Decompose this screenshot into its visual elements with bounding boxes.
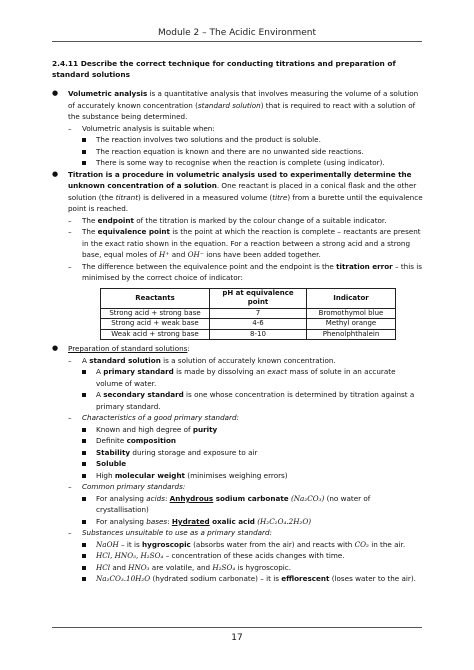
dash-icon: –: [68, 227, 72, 237]
term-titration: Titration is a procedure in volumetric analysis used to experimentally determine the unknown concentration of a solution: [68, 169, 412, 191]
square-bullet-icon: [82, 566, 86, 570]
table-cell: Strong acid + weak base: [101, 319, 210, 329]
table-header-row: [101, 288, 396, 308]
bullet-volumetric-analysis: ● Volumetric analysis is a quantitative analysis that involves measuring the volume of a solution of accurately known concentration (standard solution) that is required to react with a solution of the substance being determined.: [52, 89, 419, 122]
running-header: Module 2 – The Acidic Environment: [157, 28, 317, 38]
list-item: The reaction involves two solutions and the product is soluble.: [82, 134, 424, 146]
footer-rule: [52, 627, 422, 628]
indicator-table: [100, 288, 396, 340]
square-bullet-icon: [82, 439, 86, 443]
sub-characteristics: – Characteristics of a good primary standard:: [68, 413, 239, 423]
list-item: Stability during storage and exposure to air: [82, 447, 424, 459]
square-bullet-icon: [82, 497, 86, 501]
dash-icon: –: [68, 215, 72, 225]
column-header: Reactants: [101, 288, 210, 308]
list-item: HCl and HNO₃ are volatile, and H₂SO₄ is hygroscopic.: [82, 562, 424, 574]
bullet-dot-icon: ●: [52, 344, 59, 353]
list-item: Known and high degree of purity: [82, 424, 424, 436]
list-item: A primary standard is made by dissolving an exact mass of solute in an accurate volume of water.: [82, 366, 424, 389]
list-item: HCl, HNO₃, H₂SO₄ – concentration of these acids changes with time.: [82, 550, 424, 562]
dash-icon: –: [68, 261, 72, 271]
table-cell: 8-10: [210, 329, 307, 339]
square-bullet-icon: [82, 577, 86, 581]
section-heading: 2.4.11 Describe the correct technique for conducting titrations and preparation of standard solutions: [52, 59, 396, 80]
square-bullet-icon: [82, 138, 86, 142]
square-bullet-icon: [82, 543, 86, 547]
list-item: A secondary standard is one whose concentration is determined by titration against a primary standard.: [82, 389, 424, 412]
bullet-preparation: ● Preparation of standard solutions:: [52, 344, 190, 354]
table-cell: Methyl orange: [307, 319, 396, 329]
table-row: [101, 329, 396, 339]
square-bullet-icon: [82, 370, 86, 374]
square-bullet-icon: [82, 393, 86, 397]
column-header: Indicator: [307, 288, 396, 308]
table-row: [101, 319, 396, 329]
term-volumetric-analysis: Volumetric analysis: [68, 89, 148, 99]
square-bullet-icon: [82, 428, 86, 432]
page-number: 17: [231, 633, 243, 643]
square-bullet-icon: [82, 451, 86, 455]
dash-icon: –: [68, 482, 72, 492]
table-cell: 7: [210, 308, 307, 318]
table-cell: Phenolphthalein: [307, 329, 396, 339]
list-item: NaOH – it is hygroscopic (absorbs water from the air) and reacts with CO₂ in the air.: [82, 539, 424, 551]
sub-standard-solution: – A standard solution is a solution of accurately known concentration.: [68, 355, 336, 365]
dash-icon: –: [68, 413, 72, 423]
list-item: The reaction equation is known and there are no unwanted side reactions.: [82, 146, 424, 158]
column-header: pH at equivalence point: [210, 288, 307, 308]
list-item: Soluble: [82, 458, 424, 470]
table-cell: Bromothymol blue: [307, 308, 396, 318]
list-item: Na₂CO₃.10H₂O (hydrated sodium carbonate) – it is efflorescent (loses water to the air).: [82, 573, 424, 585]
square-bullet-icon: [82, 161, 86, 165]
bullet-dot-icon: ●: [52, 89, 59, 98]
sub-suitable-when: – Volumetric analysis is suitable when:: [68, 123, 215, 133]
square-bullet-icon: [82, 474, 86, 478]
bullet-titration: ● Titration is a procedure in volumetric analysis used to experimentally determine the unknown concentration of a solution. One reactant is placed in a conical flask and the other solution (the titrant) is delivered in a measured volume (titre) from a burette until the equivalence point is reached.: [52, 169, 423, 214]
table-row: [101, 308, 396, 318]
square-bullet-icon: [82, 150, 86, 154]
page-content: [52, 58, 424, 585]
sub-endpoint: – The endpoint of the titration is marked by the colour change of a suitable indicator.: [68, 215, 387, 225]
list-item: Definite composition: [82, 435, 424, 447]
list-item: High molecular weight (minimises weighing errors): [82, 470, 424, 482]
dash-icon: –: [68, 123, 72, 133]
square-bullet-icon: [82, 554, 86, 558]
sub-titration-error: – The difference between the equivalence point and the endpoint is the titration error – this is minimised by the correct choice of indicator:: [68, 261, 423, 283]
dash-icon: –: [68, 528, 72, 538]
table-cell: Strong acid + strong base: [101, 308, 210, 318]
dash-icon: –: [68, 355, 72, 365]
list-item: There is some way to recognise when the reaction is complete (using indicator).: [82, 157, 424, 169]
sub-common-standards: – Common primary standards:: [68, 482, 186, 492]
square-bullet-icon: [82, 462, 86, 466]
header-rule: [52, 41, 422, 42]
list-item: For analysing bases: Hydrated oxalic acid (H₂C₂O₄.2H₂O): [82, 516, 424, 528]
table-cell: 4-6: [210, 319, 307, 329]
table-cell: Weak acid + strong base: [101, 329, 210, 339]
square-bullet-icon: [82, 520, 86, 524]
bullet-dot-icon: ●: [52, 169, 59, 178]
list-item: For analysing acids: Anhydrous sodium carbonate (Na₂CO₃) (no water of crystallisation): [82, 493, 424, 516]
sub-equivalence-point: – The equivalence point is the point at which the reaction is complete – reactants are present in the exact ratio shown in the equation. For a reaction between a strong acid and a strong base, equal moles of H+ and OH− ions have been added together.: [68, 227, 421, 260]
sub-unsuitable: – Substances unsuitable to use as a primary standard:: [68, 528, 272, 538]
